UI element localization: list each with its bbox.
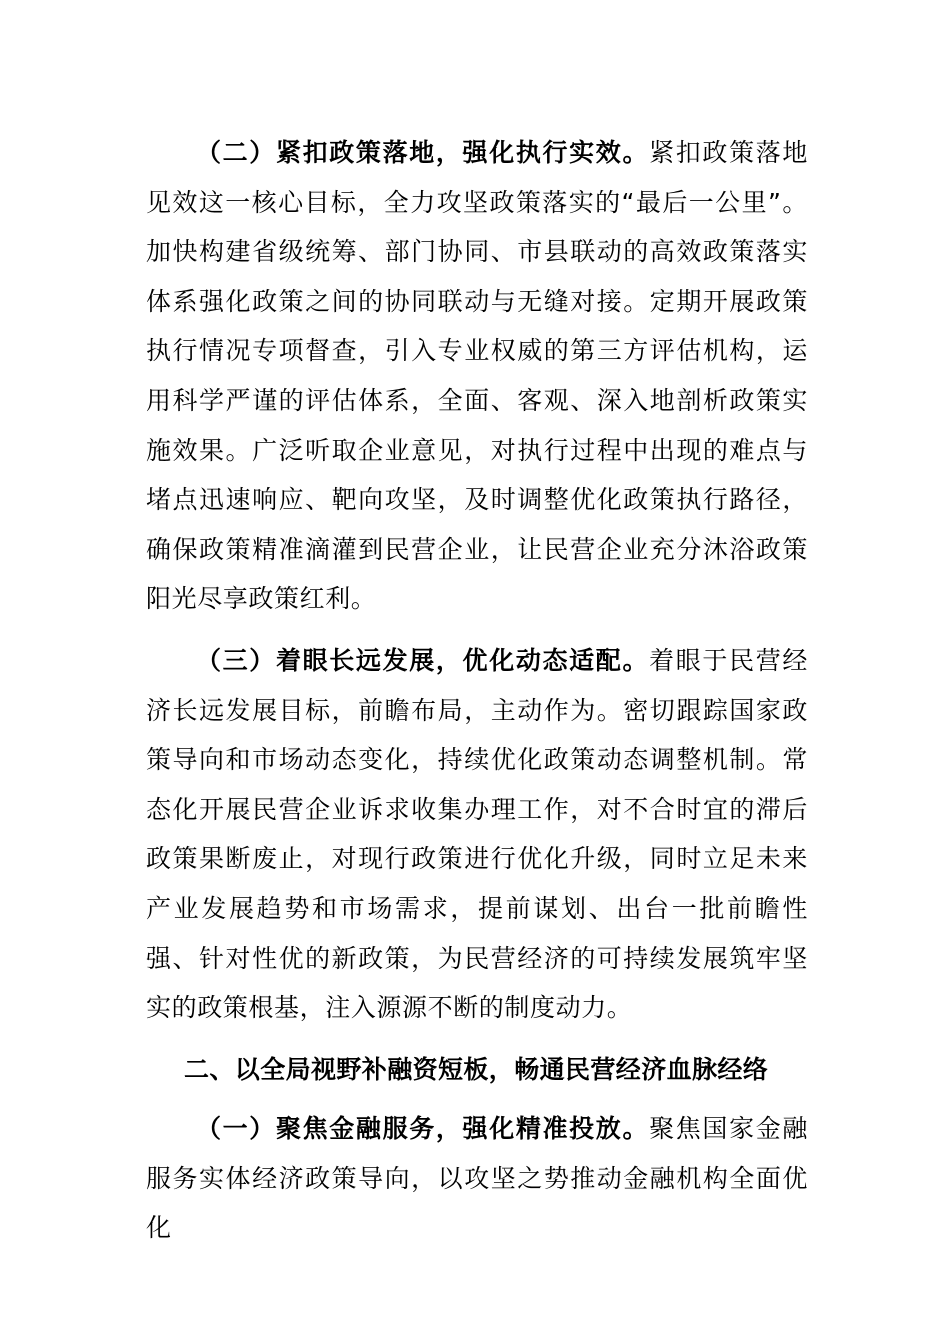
paragraph-lead: （三）着眼长远发展，优化动态适配。 [196,645,650,675]
paragraph-text: 着眼于民营经济长远发展目标，前瞻布局，主动作为。密切跟踪国家政策导向和市场动态变化，持续优化政策动态调整机制。常态化开展民营企业诉求收集办理工作，对不合时宜的滞后政策果断废止，对现行政策进行优化升级，同时立足未来产业发展趋势和市场需求，提前谋划、出台一批前瞻性强、针对性优的新政策，为民营经济的可持续发展筑牢坚实的政策根基，注入源源不断的制度动力。 [146,645,808,1023]
paragraph-text: 聚焦国家金融服务实体经济政策导向，以攻坚之势推动金融机构全面优化 [146,1114,808,1243]
paragraph-lead: （一）聚焦金融服务，强化精准投放。 [196,1114,650,1144]
section-heading: 二、以全局视野补融资短板，畅通民营经济血脉经络 [184,1054,769,1084]
document-body [146,128,808,1265]
paragraph-lead: （二）紧扣政策落地，强化执行实效。 [196,138,650,167]
paragraph-policy-implementation [146,128,808,624]
paragraph-long-term-development [146,636,808,1033]
paragraph-financial-services [146,1104,808,1253]
paragraph-text: 紧扣政策落地见效这一核心目标，全力攻坚政策落实的“最后一公里”。加快构建省级统筹、部门协同、市县联动的高效政策落实体系强化政策之间的协同联动与无缝对接。定期开展政策执行情况专项督查，引入专业权威的第三方评估机构，运用科学严谨的评估体系，全面、客观、深入地剖析政策实施效果。广泛听取企业意见，对执行过程中出现的难点与堵点迅速响应、靶向攻坚，及时调整优化政策执行路径，确保政策精准滴灌到民营企业，让民营企业充分沐浴政策阳光尽享政策红利。 [146,138,808,614]
